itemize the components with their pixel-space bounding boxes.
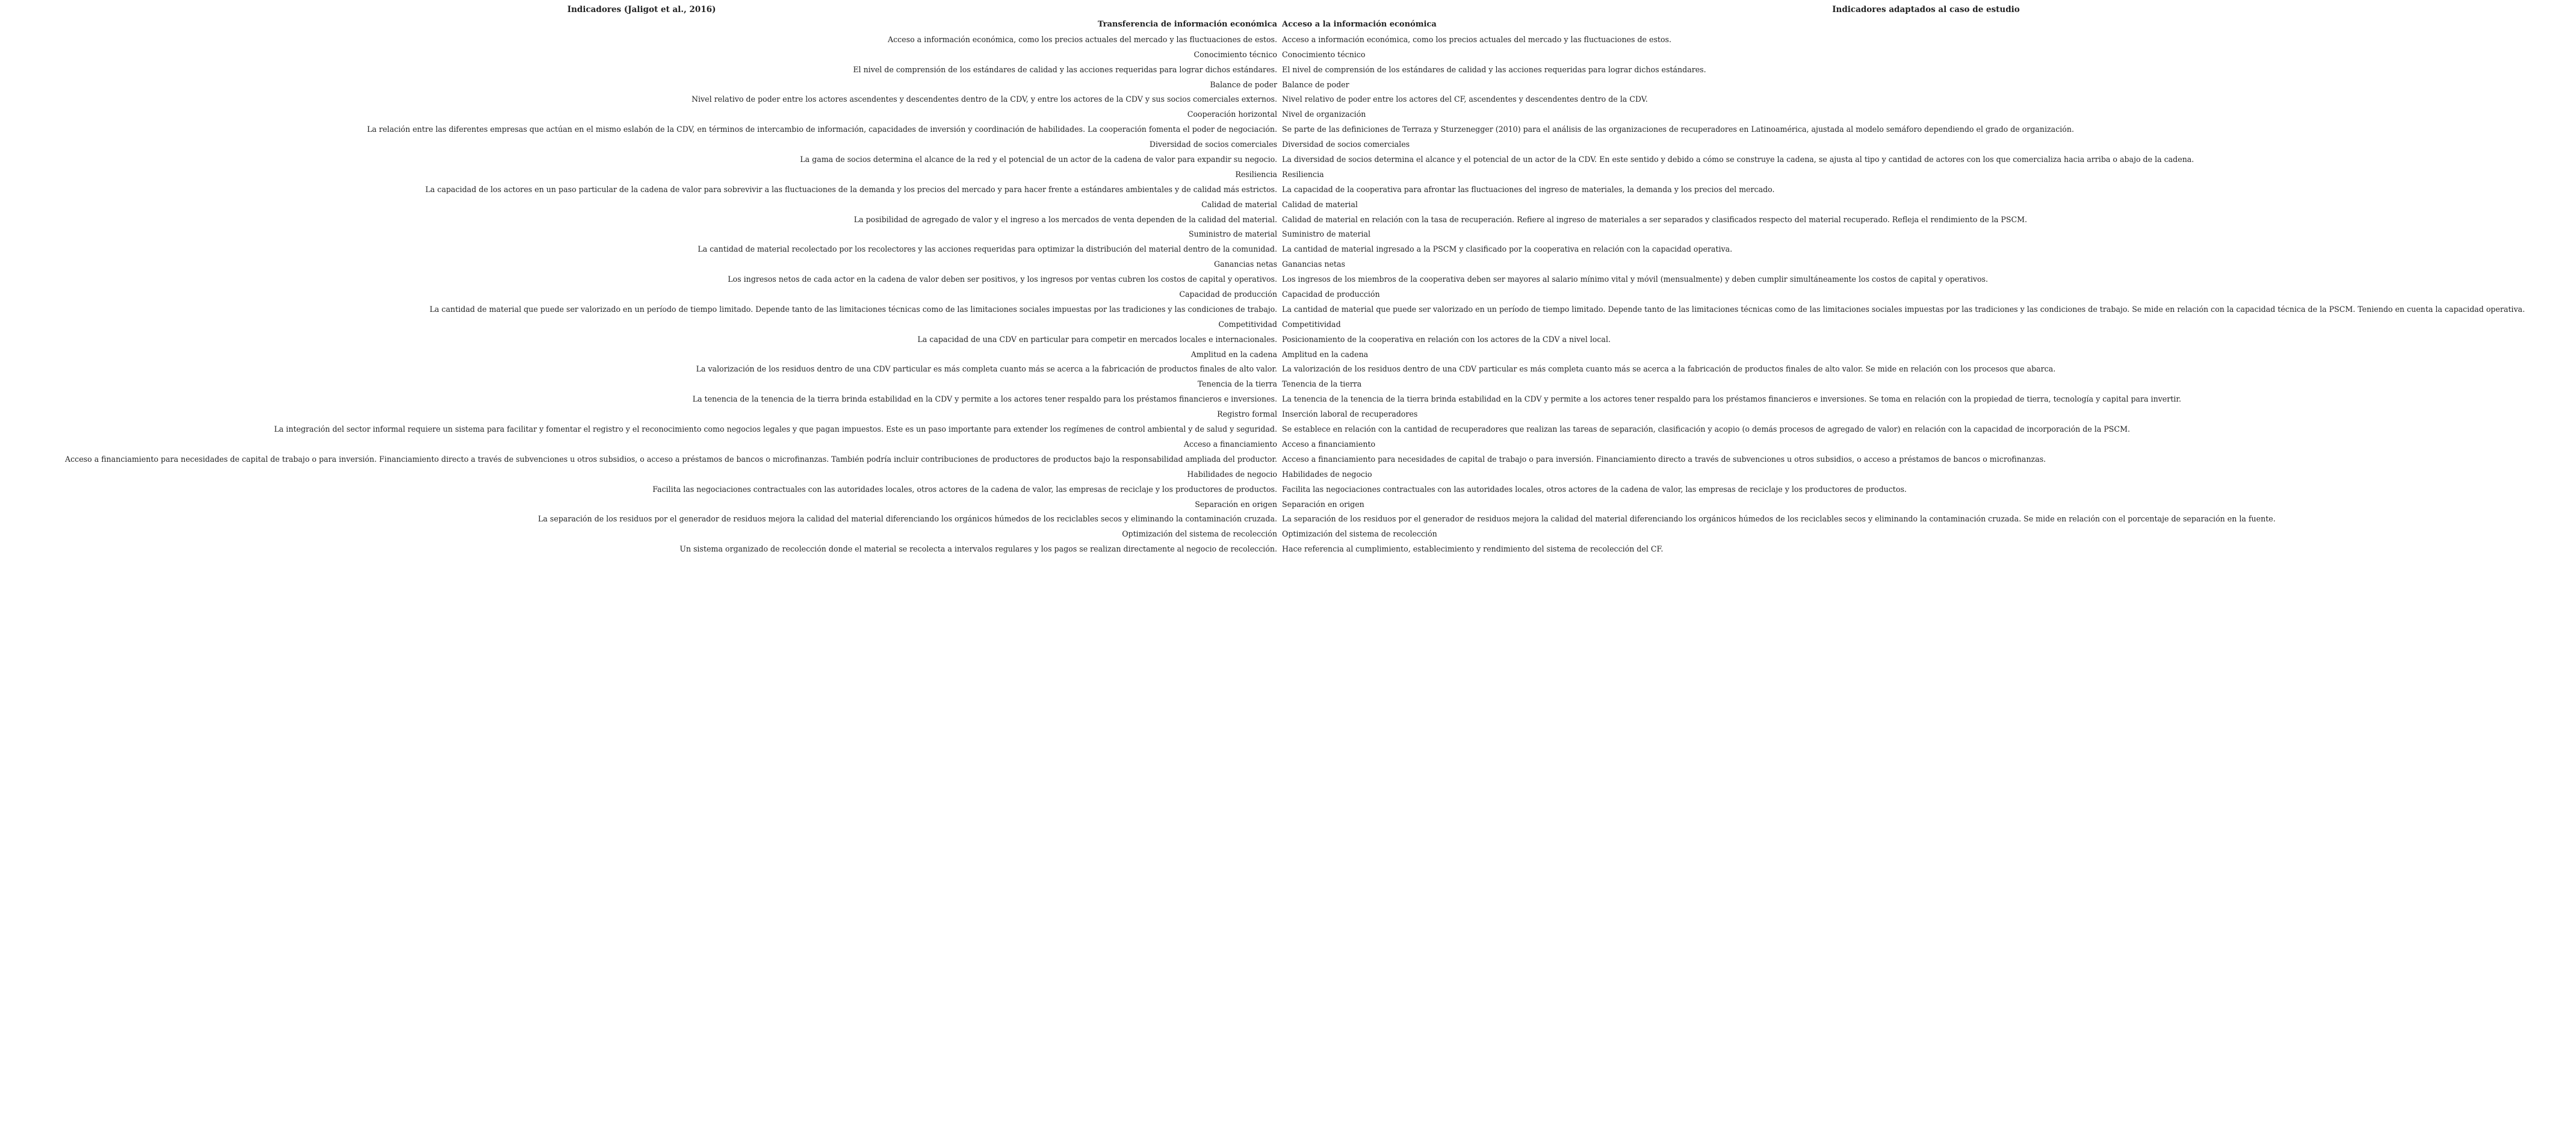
adapted-indicator-cell: La diversidad de socios determina el alcance y el potencial de un actor de la CDV. En este sentido y debido a cómo se construye la cadena, se ajusta al tipo y cantidad de actores con los que comercializa hacia arriba o abajo de la cadena. bbox=[1282, 155, 2194, 164]
adapted-indicator-cell: Calidad de material en relación con la tasa de recuperación. Refiere al ingreso de materiales a ser separados y clasificados respecto del material recuperado. Refleja el rendimiento de la PSCM. bbox=[1282, 214, 2028, 224]
adapted-indicator-cell: Ganancias netas bbox=[1282, 260, 1345, 269]
original-indicator-cell: Suministro de material bbox=[1188, 229, 1277, 239]
table-row bbox=[0, 542, 2576, 557]
table-row bbox=[0, 197, 2576, 213]
original-indicator-cell: Amplitud en la cadena bbox=[1190, 349, 1277, 359]
table-row bbox=[0, 347, 2576, 362]
original-indicator-cell: Acceso a financiamiento bbox=[1183, 439, 1277, 449]
original-indicator-cell: La relación entre las diferentes empresas que actúan en el mismo eslabón de la CDV, en términos de intercambio de información, capacidades de inversión y coordinación de habilidades. La cooperación fomenta el poder de negociación. bbox=[367, 125, 1277, 134]
original-indicator-cell: Tenencia de la tierra bbox=[1197, 379, 1277, 389]
adapted-indicator-cell: Se parte de las definiciones de Terraza y Sturzenegger (2010) para el análisis de las organizaciones de recuperadores en Latinoamérica, ajustada al modelo semáforo dependiendo el grado de organización. bbox=[1282, 125, 2074, 134]
original-indicator-cell: La capacidad de los actores en un paso particular de la cadena de valor para sobrevivir a las fluctuaciones de la demanda y los precios del mercado y para hacer frente a estándares ambientales y de calidad más estrictos. bbox=[425, 184, 1277, 194]
adapted-indicator-cell: Competitividad bbox=[1282, 319, 1341, 329]
adapted-indicator-cell: Hace referencia al cumplimiento, establecimiento y rendimiento del sistema de recolección del CF. bbox=[1282, 544, 1664, 554]
original-indicator-cell: Balance de poder bbox=[1210, 79, 1277, 89]
original-indicator-cell: La gama de socios determina el alcance de la red y el potencial de un actor de la cadena de valor para expandir su negocio. bbox=[800, 155, 1277, 164]
original-indicator-cell: La cantidad de material recolectado por los recolectores y las acciones requeridas para optimizar la distribución del material dentro de la comunidad. bbox=[698, 244, 1277, 254]
adapted-indicator-cell: Posicionamiento de la cooperativa en relación con los actores de la CDV a nivel local. bbox=[1282, 334, 1611, 344]
column-header-adapted-text: Indicadores adaptados al caso de estudio bbox=[1832, 5, 2020, 14]
original-indicator-cell: Resiliencia bbox=[1235, 169, 1277, 179]
table-row bbox=[0, 92, 2576, 107]
original-indicator-cell: Un sistema organizado de recolección donde el material se recolecta a intervalos regulares y los pagos se realizan directamente al negocio de recolección. bbox=[680, 544, 1277, 554]
adapted-indicator-cell: Habilidades de negocio bbox=[1282, 469, 1372, 479]
section-row bbox=[0, 17, 2576, 33]
table-row bbox=[0, 527, 2576, 542]
adapted-indicator-cell: El nivel de comprensión de los estándares de calidad y las acciones requeridas para lograr dichos estándares. bbox=[1282, 64, 1706, 74]
adapted-indicator-cell: Tenencia de la tierra bbox=[1282, 379, 1362, 389]
original-indicator-cell: Capacidad de producción bbox=[1179, 290, 1277, 299]
original-indicator-cell: La tenencia de la tenencia de la tierra brinda estabilidad en la CDV y permite a los actores tener respaldo para los préstamos financieros e inversiones. bbox=[692, 394, 1277, 404]
table-row bbox=[0, 213, 2576, 228]
adapted-indicator-cell: Balance de poder bbox=[1282, 79, 1349, 89]
table-row bbox=[0, 302, 2576, 317]
adapted-indicator-cell: La tenencia de la tenencia de la tierra brinda estabilidad en la CDV y permite a los actores tener respaldo para los préstamos financieros e inversiones. Se toma en relación con la propiedad de tierra, tecnología y capital para invertir. bbox=[1282, 394, 2182, 404]
table-row bbox=[0, 377, 2576, 392]
original-indicator-cell: Optimización del sistema de recolección bbox=[1122, 529, 1277, 539]
adapted-indicator-cell: Nivel relativo de poder entre los actores del CF, ascendentes y descendentes dentro de la CDV. bbox=[1282, 95, 1648, 104]
original-indicator-cell: Los ingresos netos de cada actor en la cadena de valor deben ser positivos, y los ingresos por ventas cubren los costos de capital y operativos. bbox=[728, 275, 1277, 284]
original-indicator-cell: La integración del sector informal requiere un sistema para facilitar y fomentar el registro y el reconocimiento como negocios legales y que pagan impuestos. Este es un paso importante para extender los regímenes de control ambiental y de salud y seguridad. bbox=[274, 424, 1277, 434]
original-indicator-cell: La capacidad de una CDV en particular para competir en mercados locales e internacionales. bbox=[917, 334, 1277, 344]
original-indicator-cell: Conocimiento técnico bbox=[1194, 49, 1277, 59]
adapted-indicator-cell: Inserción laboral de recuperadores bbox=[1282, 409, 1418, 419]
adapted-indicator-cell: Se establece en relación con la cantidad de recuperadores que realizan las tareas de separación, clasificación y acopio (o demás procesos de agregado de valor) en relación con la capacidad de incorporación de la PSCM. bbox=[1282, 424, 2130, 434]
original-indicator-cell: Facilita las negociaciones contractuales con las autoridades locales, otros actores de la cadena de valor, las empresas de reciclaje y los productores de productos. bbox=[652, 484, 1277, 494]
table-row bbox=[0, 512, 2576, 527]
original-indicator-cell: Acceso a información económica, como los precios actuales del mercado y las fluctuaciones de estos. bbox=[887, 34, 1277, 44]
original-indicator-cell: Habilidades de negocio bbox=[1187, 469, 1277, 479]
adapted-indicator-cell: Optimización del sistema de recolección bbox=[1282, 529, 1437, 539]
table-row bbox=[0, 122, 2576, 137]
original-indicator-cell: La separación de los residuos por el generador de residuos mejora la calidad del material diferenciando los orgánicos húmedos de los reciclables secos y eliminando la contaminación cruzada. bbox=[537, 514, 1277, 524]
adapted-indicator-cell: Los ingresos de los miembros de la cooperativa deben ser mayores al salario mínimo vital y móvil (mensualmente) y deben cumplir simultáneamente los costos de capital y operativos. bbox=[1282, 275, 1989, 284]
table-row bbox=[0, 107, 2576, 122]
adapted-indicator-cell: La separación de los residuos por el generador de residuos mejora la calidad del material diferenciando los orgánicos húmedos de los reciclables secos y eliminando la contaminación cruzada. Se mide en relación con el porcentaje de separación en la fuente. bbox=[1282, 514, 2276, 524]
column-header-original-text: Indicadores (Jaligot et al., 2016) bbox=[567, 5, 716, 14]
adapted-indicator-cell: Nivel de organización bbox=[1282, 110, 1366, 119]
table-row bbox=[0, 482, 2576, 497]
adapted-indicator-cell: Acceso a financiamiento para necesidades de capital de trabajo o para inversión. Financiamiento directo a través de subvenciones u otros subsidios, o acceso a préstamos de bancos o microfinanzas. bbox=[1282, 454, 2046, 464]
adapted-indicator-cell: Acceso a financiamiento bbox=[1282, 439, 1376, 449]
table-row bbox=[0, 407, 2576, 422]
adapted-indicator-cell: Suministro de material bbox=[1282, 229, 1371, 239]
table-row bbox=[0, 152, 2576, 167]
original-indicator-cell: Nivel relativo de poder entre los actores ascendentes y descendentes dentro de la CDV, y entre los actores de la CDV y sus socios comerciales externos. bbox=[691, 95, 1277, 104]
table-row bbox=[0, 392, 2576, 407]
table-row bbox=[0, 332, 2576, 347]
adapted-indicator-cell: Conocimiento técnico bbox=[1282, 49, 1366, 59]
adapted-indicator-cell: Facilita las negociaciones contractuales con las autoridades locales, otros actores de la cadena de valor, las empresas de reciclaje y los productores de productos. bbox=[1282, 484, 1907, 494]
table-row bbox=[0, 48, 2576, 63]
adapted-indicator-cell: Acceso a información económica, como los precios actuales del mercado y las fluctuaciones de estos. bbox=[1282, 34, 1672, 44]
adapted-indicator-cell: Calidad de material bbox=[1282, 199, 1358, 209]
original-indicator-cell: Acceso a financiamiento para necesidades de capital de trabajo o para inversión. Financiamiento directo a través de subvenciones u otros subsidios, o acceso a préstamos de bancos o microfinanzas. También podría incluir contribuciones de productores de productos bajo la responsabilidad ampliada del productor. bbox=[65, 454, 1277, 464]
adapted-indicator-cell: La cantidad de material ingresado a la PSCM y clasificado por la cooperativa en relación con la capacidad operativa. bbox=[1282, 244, 1733, 254]
adapted-indicator-cell: Resiliencia bbox=[1282, 169, 1324, 179]
adapted-indicator-cell: Separación en origen bbox=[1282, 499, 1364, 509]
table-row bbox=[0, 227, 2576, 242]
original-indicator-cell: La valorización de los residuos dentro de una CDV particular es más completa cuanto más se acerca a la fabricación de productos finales de alto valor. bbox=[696, 364, 1277, 374]
table-row bbox=[0, 467, 2576, 482]
table-row bbox=[0, 287, 2576, 302]
table-row bbox=[0, 362, 2576, 377]
table-row bbox=[0, 78, 2576, 93]
original-indicator-cell: Cooperación horizontal bbox=[1187, 110, 1277, 119]
adapted-indicator-cell: Amplitud en la cadena bbox=[1282, 349, 1369, 359]
table-row bbox=[0, 452, 2576, 467]
original-indicator-cell: Ganancias netas bbox=[1214, 260, 1277, 269]
adapted-indicator-cell: La capacidad de la cooperativa para afrontar las fluctuaciones del ingreso de materiales, la demanda y los precios del mercado. bbox=[1282, 184, 1775, 194]
table-row bbox=[0, 497, 2576, 512]
table-row bbox=[0, 317, 2576, 332]
original-indicator-cell: Diversidad de socios comerciales bbox=[1149, 140, 1277, 149]
original-indicator-cell: El nivel de comprensión de los estándares de calidad y las acciones requeridas para lograr dichos estándares. bbox=[853, 64, 1277, 74]
original-indicator-cell: Transferencia de información económica bbox=[1097, 20, 1277, 29]
original-indicator-cell: Calidad de material bbox=[1201, 199, 1277, 209]
adapted-indicator-cell: Capacidad de producción bbox=[1282, 290, 1380, 299]
original-indicator-cell: Registro formal bbox=[1217, 409, 1277, 419]
adapted-indicator-cell: La valorización de los residuos dentro de una CDV particular es más completa cuanto más se acerca a la fabricación de productos finales de alto valor. Se mide en relación con los procesos que abarca. bbox=[1282, 364, 2056, 374]
indicator-table bbox=[0, 17, 2576, 557]
adapted-indicator-cell: Acceso a la información económica bbox=[1282, 20, 1437, 29]
adapted-indicator-cell: La cantidad de material que puede ser valorizado en un período de tiempo limitado. Depende tanto de las limitaciones técnicas como de las limitaciones sociales impuestas por las tradiciones y las condiciones de trabajo. Se mide en relación con la capacidad técnica de la PSCM. Teniendo en cuenta la capacidad operativa. bbox=[1282, 304, 2525, 314]
table-row bbox=[0, 33, 2576, 48]
table-row bbox=[0, 63, 2576, 78]
table-row bbox=[0, 437, 2576, 452]
table-row bbox=[0, 257, 2576, 272]
table-row bbox=[0, 422, 2576, 437]
table-row bbox=[0, 242, 2576, 257]
original-indicator-cell: La posibilidad de agregado de valor y el ingreso a los mercados de venta dependen de la calidad del material. bbox=[853, 214, 1277, 224]
table-row bbox=[0, 272, 2576, 287]
original-indicator-cell: Separación en origen bbox=[1195, 499, 1277, 509]
original-indicator-cell: La cantidad de material que puede ser valorizado en un período de tiempo limitado. Depende tanto de las limitaciones técnicas como de las limitaciones sociales impuestas por las tradiciones y las condiciones de trabajo. bbox=[429, 304, 1277, 314]
original-indicator-cell: Competitividad bbox=[1218, 319, 1277, 329]
table-row bbox=[0, 167, 2576, 182]
adapted-indicator-cell: Diversidad de socios comerciales bbox=[1282, 140, 1410, 149]
table-row bbox=[0, 182, 2576, 197]
table-row bbox=[0, 137, 2576, 152]
